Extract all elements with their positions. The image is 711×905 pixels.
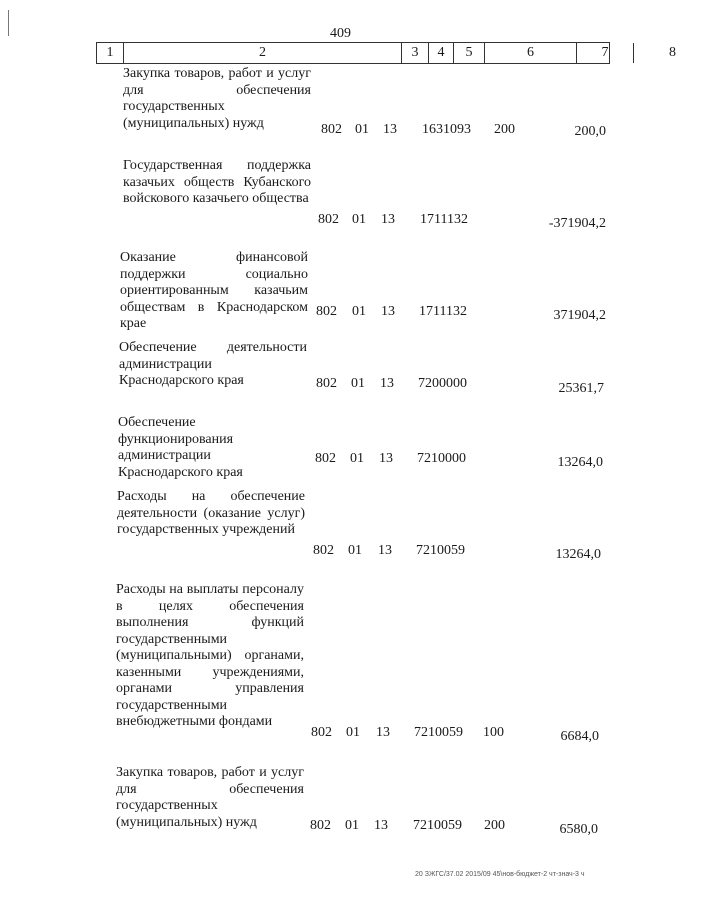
footer-stamp: 20 ЗЖГС/37.02 2015/09 45\нов-бюджет-2 чт-знач-3 ч [415, 871, 585, 878]
row-col-4: 01 [350, 451, 364, 466]
row-col-6: 7210059 [414, 725, 463, 740]
header-col-4: 4 [429, 43, 454, 63]
row-col-8: 371904,2 [553, 308, 606, 323]
row-col-4: 01 [348, 543, 362, 558]
header-col-5: 5 [454, 43, 485, 63]
row-col-3: 802 [310, 818, 331, 833]
row-description: Расходы на выплаты персоналу в целях обеспечения выполнения функций государственными (муниципальными) органами, казенными учреждениями, органами управления государственными внебюджетными фондами [116, 582, 304, 729]
header-col-2: 2 [124, 43, 402, 63]
row-col-8: 6684,0 [560, 729, 599, 744]
page-number: 409 [330, 26, 351, 41]
row-col-3: 802 [321, 122, 342, 137]
row-col-8: 13264,0 [557, 455, 603, 470]
row-col-3: 802 [315, 451, 336, 466]
row-description: Закупка товаров, работ и услуг для обеспечения государственных (муниципальных) нужд [116, 765, 304, 830]
row-col-3: 802 [318, 212, 339, 227]
row-col-5: 13 [383, 122, 397, 137]
row-col-3: 802 [313, 543, 334, 558]
row-col-3: 802 [316, 304, 337, 319]
row-col-7: 100 [483, 725, 504, 740]
row-col-6: 7210000 [417, 451, 466, 466]
row-col-5: 13 [379, 451, 393, 466]
row-col-7: 200 [484, 818, 505, 833]
row-col-5: 13 [380, 376, 394, 391]
header-col-8: 8 [669, 45, 676, 60]
row-col-6: 1711132 [420, 212, 468, 227]
header-col-7: 7 [577, 43, 634, 63]
header-col-1: 1 [97, 43, 124, 63]
row-col-7: 200 [494, 122, 515, 137]
row-col-5: 13 [376, 725, 390, 740]
row-col-8: -371904,2 [548, 216, 606, 231]
table-header [96, 42, 676, 64]
row-col-6: 1631093 [422, 122, 471, 137]
row-col-4: 01 [346, 725, 360, 740]
row-col-4: 01 [352, 304, 366, 319]
row-col-5: 13 [381, 212, 395, 227]
row-col-5: 13 [374, 818, 388, 833]
row-col-4: 01 [345, 818, 359, 833]
row-col-4: 01 [352, 212, 366, 227]
row-col-5: 13 [381, 304, 395, 319]
row-col-4: 01 [351, 376, 365, 391]
row-description: Оказание финансовой поддержки социально ориентированным казачьим обществам в Краснодарском крае [120, 250, 308, 331]
row-col-8: 200,0 [574, 124, 606, 139]
row-col-3: 802 [316, 376, 337, 391]
row-col-3: 802 [311, 725, 332, 740]
row-col-8: 6580,0 [559, 822, 598, 837]
row-description: Обеспечение функционирования администрации Краснодарского края [118, 415, 243, 480]
row-col-6: 1711132 [419, 304, 467, 319]
row-col-5: 13 [378, 543, 392, 558]
row-col-4: 01 [355, 122, 369, 137]
row-col-8: 13264,0 [555, 547, 601, 562]
row-description: Закупка товаров, работ и услуг для обеспечения государственных (муниципальных) нужд [123, 66, 311, 131]
header-col-6: 6 [485, 43, 577, 63]
row-description: Обеспечение деятельности администрации Краснодарского края [119, 340, 307, 388]
row-description: Государственная поддержка казачьих обществ Кубанского войскового казачьего общества [123, 158, 311, 206]
scan-edge-mark [8, 10, 9, 36]
row-col-6: 7210059 [413, 818, 462, 833]
row-col-6: 7210059 [416, 543, 465, 558]
row-col-8: 25361,7 [558, 381, 604, 396]
row-col-6: 7200000 [418, 376, 467, 391]
row-description: Расходы на обеспечение деятельности (оказание услуг) государственных учреждений [117, 489, 305, 537]
header-col-3: 3 [402, 43, 429, 63]
